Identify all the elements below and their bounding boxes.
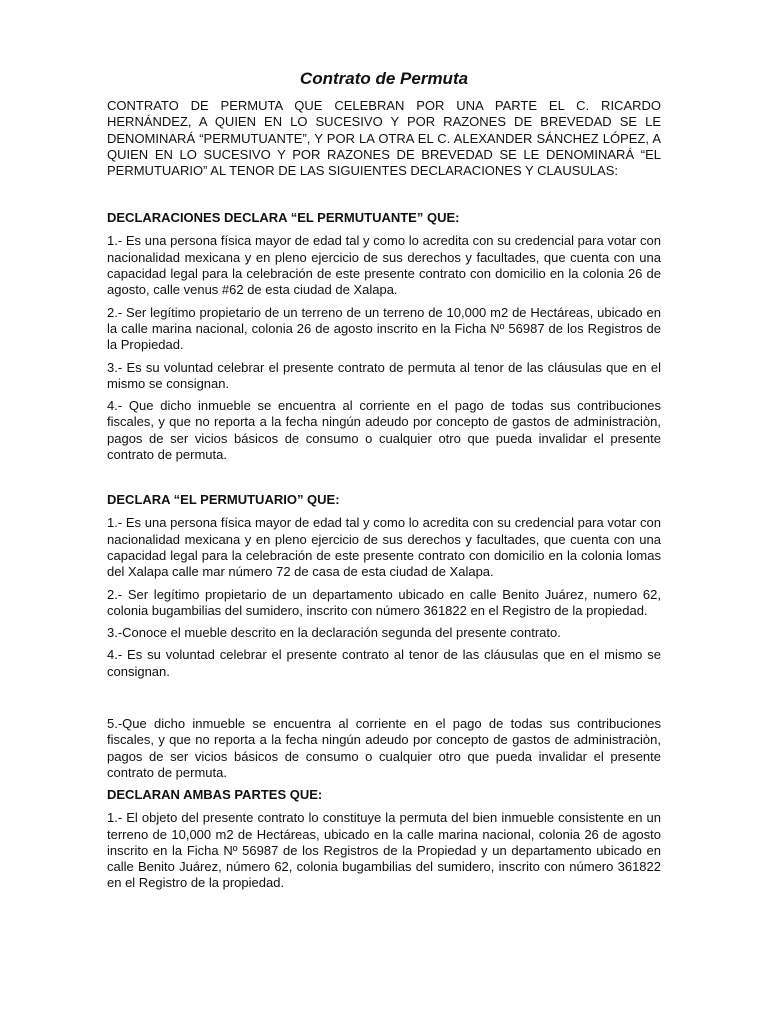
ambas-partes-clause-1: 1.- El objeto del presente contrato lo constituye la permuta del bien inmueble consistente en un terreno de 10,000 m2 de Hectáreas, ubicado en la calle marina nacional, colonia 26 de agosto inscrito en la Ficha Nº 56987 de los Registros de la Propiedad y un departamento ubicado en calle Benito Juárez, número 62, colonia bugambilias del sumidero, inscrito con número 361822 en el Registro de la propiedad. <box>107 810 661 891</box>
section-heading-permutuante: DECLARACIONES DECLARA “EL PERMUTUANTE” QUE: <box>107 210 460 226</box>
permutuario-clause-5: 5.-Que dicho inmueble se encuentra al corriente en el pago de todas sus contribuciones fiscales, y que no reporta a la fecha ningún adeudo por concepto de gastos de administraciòn, pagos de ser vicios básicos de consumo o cualquier otro que pueda invalidar el presente contrato de permuta. <box>107 716 661 780</box>
section-heading-ambas-partes: DECLARAN AMBAS PARTES QUE: <box>107 787 323 803</box>
document-page <box>107 68 661 892</box>
permutuario-clause-3: 3.-Conoce el mueble descrito en la declaración segunda del presente contrato. <box>107 625 561 641</box>
permutuante-clause-4: 4.- Que dicho inmueble se encuentra al corriente en el pago de todas sus contribuciones fiscales, y que no reporta a la fecha ningún adeudo por concepto de gastos de administraciòn, pagos de ser vicios básicos de consumo o cualquier otro que pueda invalidar el presente contrato de permuta. <box>107 398 661 463</box>
permutuante-clause-1: 1.- Es una persona física mayor de edad tal y como lo acredita con su credencial para votar con nacionalidad mexicana y en pleno ejercicio de sus derechos y facultades, que cuenta con una capacidad legal para la celebración de este presente contrato con domicilio en la colonia 26 de agosto, calle venus #62 de esta ciudad de Xalapa. <box>107 233 661 298</box>
intro-paragraph: CONTRATO DE PERMUTA QUE CELEBRAN POR UNA PARTE EL C. RICARDO HERNÁNDEZ, A QUIEN EN LO SUCESIVO Y POR RAZONES DE BREVEDAD SE LE DENOMINARÁ “PERMUTUANTE”, Y POR LA OTRA EL C. ALEXANDER SÁNCHEZ LÓPEZ, A QUIEN EN LO SUCESIVO Y POR RAZONES DE BREVEDAD SE LE DENOMINARÁ “EL PERMUTUARIO” AL TENOR DE LAS SIGUIENTES DECLARACIONES Y CLAUSULAS: <box>107 98 661 179</box>
permutuario-clause-2: 2.- Ser legítimo propietario de un departamento ubicado en calle Benito Juárez, numero 62, colonia bugambilias del sumidero, inscrito con número 361822 en el Registro de la propiedad. <box>107 586 661 618</box>
permutuante-clause-2: 2.- Ser legítimo propietario de un terreno de un terreno de 10,000 m2 de Hectáreas, ubicado en la calle marina nacional, colonia 26 de agosto inscrito en la Ficha Nº 56987 de los Registros de la Propiedad. <box>107 304 661 353</box>
permutuario-clause-4: 4.- Es su voluntad celebrar el presente contrato al tenor de las cláusulas que en el mismo se consignan. <box>107 647 661 679</box>
document-title: Contrato de Permuta <box>299 69 469 88</box>
permutuario-clause-1: 1.- Es una persona física mayor de edad tal y como lo acredita con su credencial para votar con nacionalidad mexicana y en pleno ejercicio de sus derechos y facultades, que cuenta con una capacidad legal para la celebración de este presente contrato con domicilio en la colonia lomas del Xalapa calle mar número 72 de casa de esta ciudad de Xalapa. <box>107 515 661 580</box>
permutuante-clause-3: 3.- Es su voluntad celebrar el presente contrato de permuta al tenor de las cláusulas que en el mismo se consignan. <box>107 359 661 391</box>
section-heading-permutuario: DECLARA “EL PERMUTUARIO” QUE: <box>107 492 340 508</box>
